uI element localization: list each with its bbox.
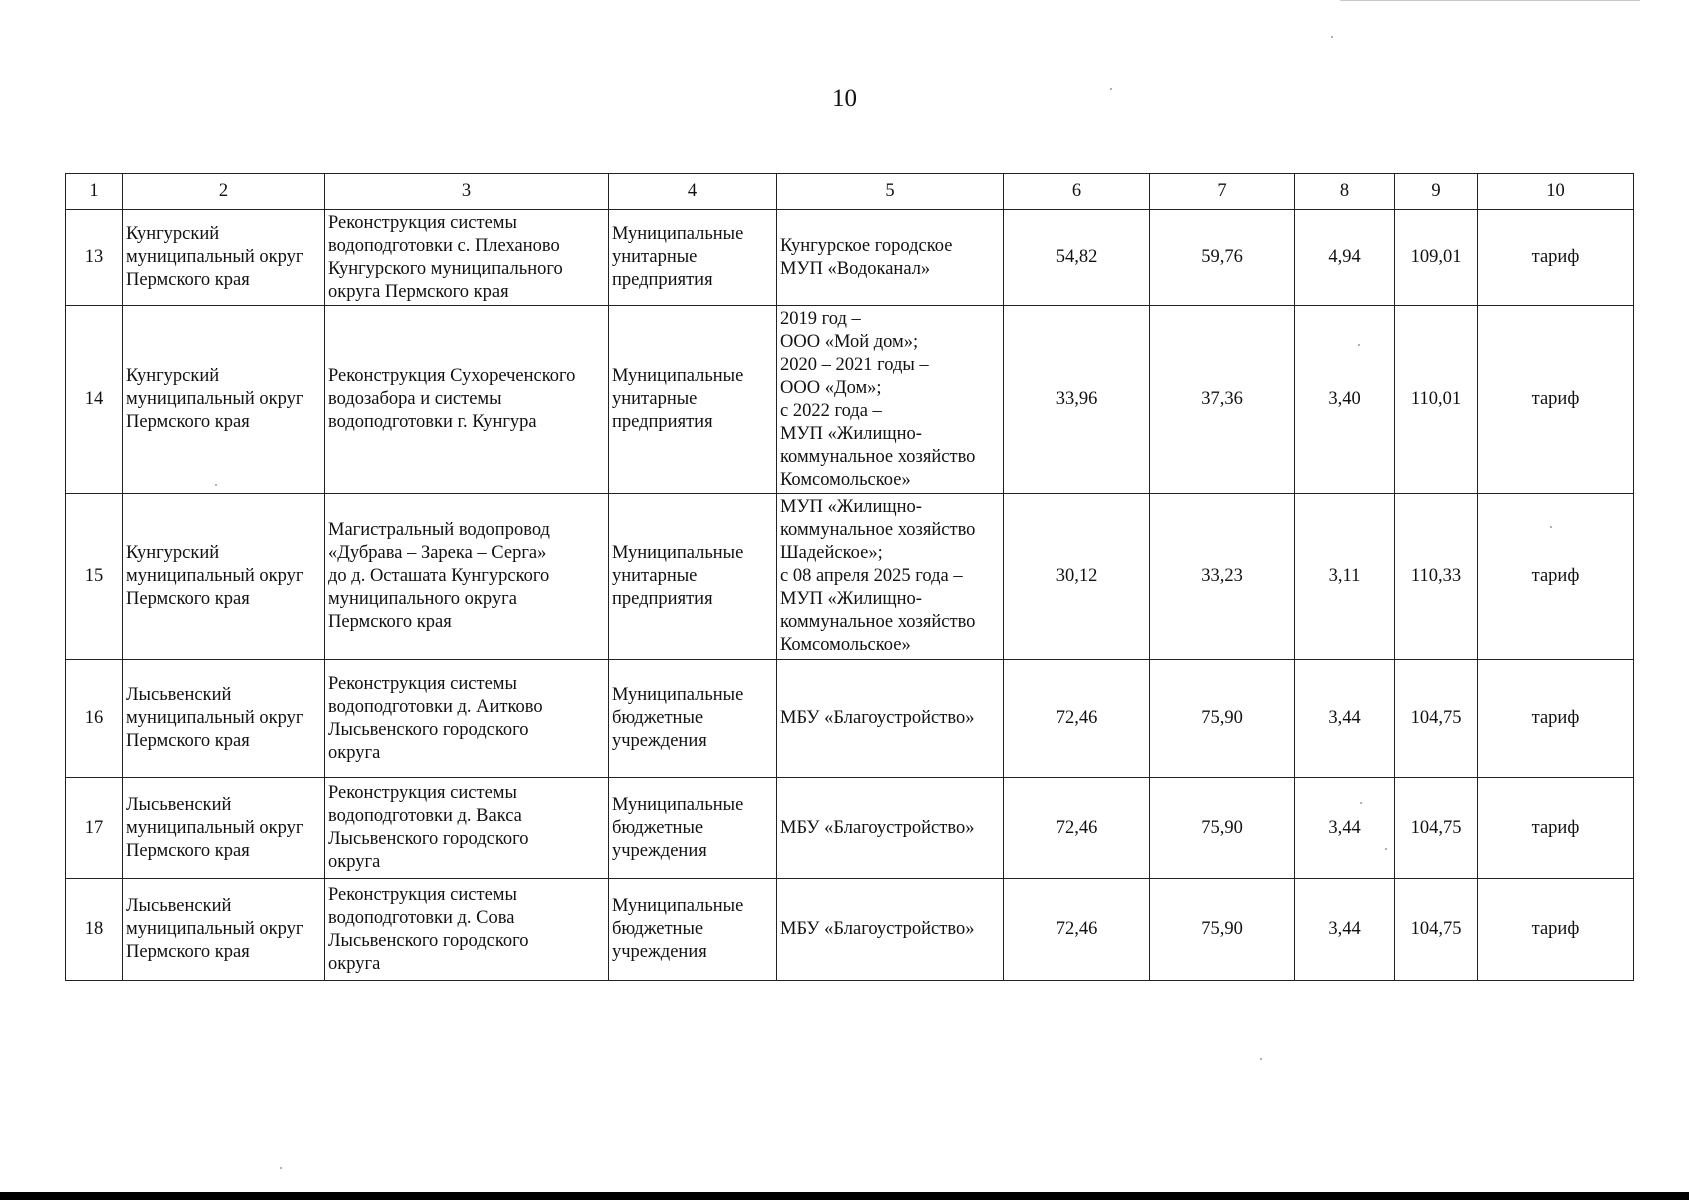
row-number: 15 <box>66 494 123 660</box>
row-number: 18 <box>66 879 123 981</box>
org-type-cell: Муниципальные бюджетные учреждения <box>609 660 777 778</box>
object-cell: Реконструкция системы водоподготовки д. Аитково Лысьвенского городского округа <box>325 660 609 778</box>
value-cell: 75,90 <box>1150 660 1295 778</box>
object-cell: Реконструкция системы водоподготовки с. Плеханово Кунгурского муниципального округа Пермского края <box>325 210 609 306</box>
org-type-cell: Муниципальные унитарные предприятия <box>609 306 777 494</box>
source-cell: тариф <box>1478 778 1634 879</box>
value-cell: 72,46 <box>1004 778 1150 879</box>
value-cell: 72,46 <box>1004 660 1150 778</box>
scan-bottom-edge <box>0 1192 1689 1200</box>
scan-speck <box>1360 802 1362 804</box>
territory-cell: Кунгурский муниципальный округ Пермского края <box>123 494 325 660</box>
operator-cell: МБУ «Благоустройство» <box>777 660 1004 778</box>
value-cell: 110,33 <box>1395 494 1478 660</box>
value-cell: 72,46 <box>1004 879 1150 981</box>
table-row <box>66 306 1634 494</box>
value-cell: 54,82 <box>1004 210 1150 306</box>
object-cell: Реконструкция Сухореченского водозабора и системы водоподготовки г. Кунгура <box>325 306 609 494</box>
scan-speck <box>1358 344 1360 346</box>
source-cell: тариф <box>1478 306 1634 494</box>
value-cell: 3,11 <box>1295 494 1395 660</box>
table-row <box>66 660 1634 778</box>
scan-speck <box>1331 36 1333 38</box>
value-cell: 4,94 <box>1295 210 1395 306</box>
scan-speck <box>1110 88 1112 90</box>
value-cell: 3,44 <box>1295 660 1395 778</box>
org-type-cell: Муниципальные бюджетные учреждения <box>609 879 777 981</box>
value-cell: 37,36 <box>1150 306 1295 494</box>
value-cell: 33,23 <box>1150 494 1295 660</box>
operator-cell: МУП «Жилищно- коммунальное хозяйство Шадейское»; с 08 апреля 2025 года – МУП «Жилищно- коммунальное хозяйство Комсомольское» <box>777 494 1004 660</box>
operator-cell: 2019 год – ООО «Мой дом»; 2020 – 2021 годы – ООО «Дом»; с 2022 года – МУП «Жилищно- коммунальное хозяйство Комсомольское» <box>777 306 1004 494</box>
scan-speck <box>1260 1058 1262 1060</box>
scan-speck <box>280 1167 282 1169</box>
row-number: 16 <box>66 660 123 778</box>
value-cell: 104,75 <box>1395 660 1478 778</box>
page-number: 10 <box>832 85 857 112</box>
operator-cell: МБУ «Благоустройство» <box>777 879 1004 981</box>
operator-cell: Кунгурское городское МУП «Водоканал» <box>777 210 1004 306</box>
value-cell: 104,75 <box>1395 778 1478 879</box>
column-header: 10 <box>1478 174 1634 210</box>
row-number: 17 <box>66 778 123 879</box>
value-cell: 30,12 <box>1004 494 1150 660</box>
table-row <box>66 210 1634 306</box>
column-header: 5 <box>777 174 1004 210</box>
column-header: 2 <box>123 174 325 210</box>
scan-speck <box>1385 848 1387 850</box>
source-cell: тариф <box>1478 494 1634 660</box>
value-cell: 109,01 <box>1395 210 1478 306</box>
value-cell: 75,90 <box>1150 879 1295 981</box>
object-cell: Реконструкция системы водоподготовки д. Вакса Лысьвенского городского округа <box>325 778 609 879</box>
row-number: 13 <box>66 210 123 306</box>
object-cell: Реконструкция системы водоподготовки д. Сова Лысьвенского городского округа <box>325 879 609 981</box>
column-header: 7 <box>1150 174 1295 210</box>
table-row <box>66 879 1634 981</box>
value-cell: 75,90 <box>1150 778 1295 879</box>
source-cell: тариф <box>1478 879 1634 981</box>
territory-cell: Лысьвенский муниципальный округ Пермского края <box>123 778 325 879</box>
value-cell: 3,44 <box>1295 778 1395 879</box>
header-row <box>66 174 1634 210</box>
column-header: 3 <box>325 174 609 210</box>
territory-cell: Лысьвенский муниципальный округ Пермского края <box>123 660 325 778</box>
source-cell: тариф <box>1478 660 1634 778</box>
column-header: 8 <box>1295 174 1395 210</box>
territory-cell: Лысьвенский муниципальный округ Пермского края <box>123 879 325 981</box>
source-cell: тариф <box>1478 210 1634 306</box>
territory-cell: Кунгурский муниципальный округ Пермского края <box>123 306 325 494</box>
data-table <box>65 173 1634 981</box>
column-header: 1 <box>66 174 123 210</box>
org-type-cell: Муниципальные бюджетные учреждения <box>609 778 777 879</box>
value-cell: 59,76 <box>1150 210 1295 306</box>
table-row <box>66 494 1634 660</box>
column-header: 4 <box>609 174 777 210</box>
org-type-cell: Муниципальные унитарные предприятия <box>609 210 777 306</box>
territory-cell: Кунгурский муниципальный округ Пермского края <box>123 210 325 306</box>
column-header: 9 <box>1395 174 1478 210</box>
column-header: 6 <box>1004 174 1150 210</box>
value-cell: 110,01 <box>1395 306 1478 494</box>
operator-cell: МБУ «Благоустройство» <box>777 778 1004 879</box>
value-cell: 33,96 <box>1004 306 1150 494</box>
scan-speck <box>1550 526 1552 528</box>
org-type-cell: Муниципальные унитарные предприятия <box>609 494 777 660</box>
top-edge-rule <box>1340 0 1640 1</box>
scan-speck <box>215 484 217 486</box>
value-cell: 3,44 <box>1295 879 1395 981</box>
row-number: 14 <box>66 306 123 494</box>
value-cell: 3,40 <box>1295 306 1395 494</box>
value-cell: 104,75 <box>1395 879 1478 981</box>
object-cell: Магистральный водопровод «Дубрава – Зарека – Серга» до д. Осташата Кунгурского муниципального округа Пермского края <box>325 494 609 660</box>
table-row <box>66 778 1634 879</box>
